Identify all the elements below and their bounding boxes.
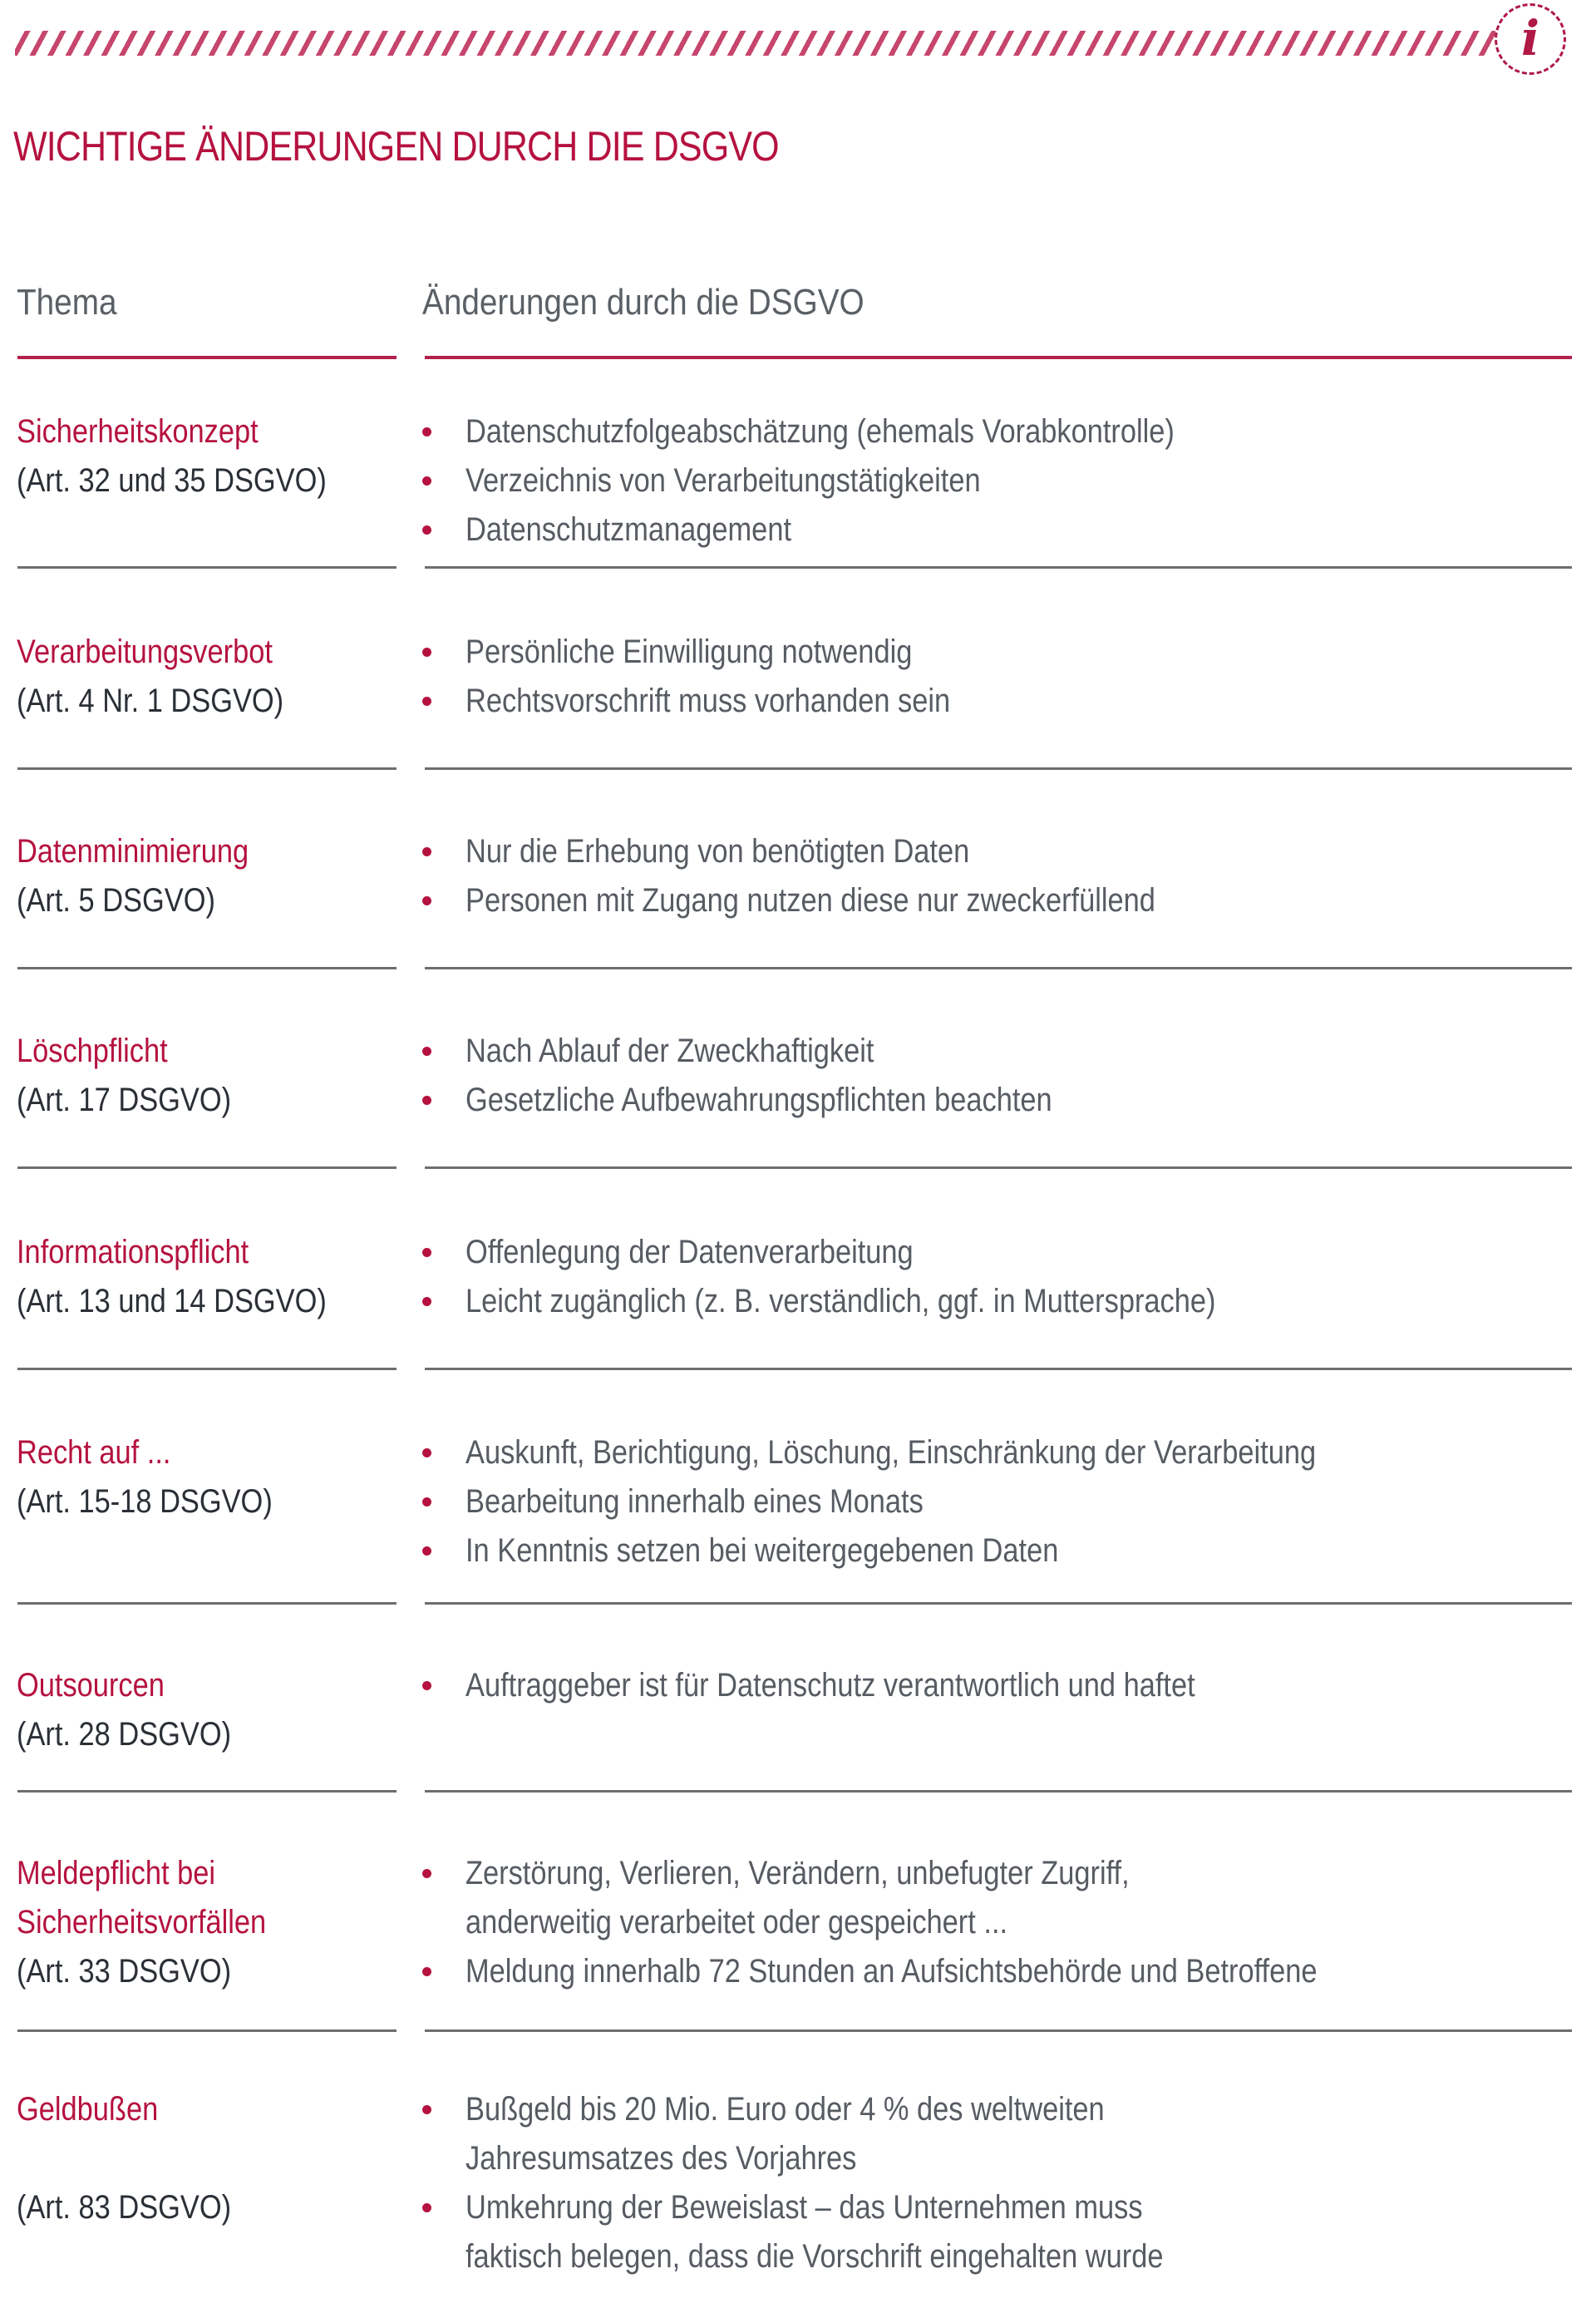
change-item [416,1477,1455,1526]
bullet-icon [422,1497,431,1507]
change-item [416,1027,1148,1076]
topic-name: Informationspflicht [17,1234,249,1270]
change-text-line: Nach Ablauf der Zweckhaftigkeit [466,1033,874,1069]
column-header-thema: Thema [17,282,117,323]
topic-cell [17,2085,352,2232]
change-text-line: Verzeichnis von Verarbeitungstätigkeiten [466,462,981,499]
row-divider [425,1790,1572,1793]
change-item [416,2085,1277,2183]
bullet-icon [422,1297,431,1306]
topic-cell [17,407,352,505]
change-text-line: Meldung innerhalb 72 Stunden an Aufsichtsbehörde und Betroffene [466,1953,1318,1990]
bullet-icon [422,847,431,856]
change-text-line: Personen mit Zugang nutzen diese nur zweckerfüllend [466,882,1155,919]
change-text-line: Bußgeld bis 20 Mio. Euro oder 4 % des weltweiten [466,2091,1105,2128]
change-text [466,2085,1105,2183]
change-text-line: Bearbeitung innerhalb eines Monats [466,1483,924,1520]
change-text-line: anderweitig verarbeitet oder gespeichert ... [466,1904,1008,1940]
bullet-icon [422,2203,431,2212]
change-item [416,827,1268,876]
changes-list [416,407,1290,555]
change-item [416,2183,1277,2281]
row-divider [425,967,1572,969]
change-text [466,2183,1163,2281]
topic-cell [17,827,352,925]
bullet-icon [422,1248,431,1257]
change-item [416,1228,1337,1277]
changes-list [416,827,1268,925]
bullet-icon [422,1096,431,1105]
change-item [416,1277,1337,1326]
info-glyph: i [1520,10,1540,67]
change-item [416,1661,1314,1710]
change-text [466,1428,1316,1477]
bullet-icon [422,1681,431,1690]
change-text-line: Persönliche Einwilligung notwendig [466,634,913,670]
change-text [466,1477,924,1526]
row-divider [425,1368,1572,1370]
article-reference: (Art. 17 DSGVO) [17,1082,232,1118]
topic-cell [17,1661,352,1759]
row-divider [17,1790,397,1793]
change-text-line: Jahresumsatzes des Vorjahres [466,2140,857,2177]
bullet-icon [422,697,431,706]
topic-cell [17,1849,352,1996]
change-text [466,677,950,726]
topic-name: Sicherheitskonzept [17,413,259,450]
hatched-divider-band [15,31,1496,56]
change-item [416,628,1029,677]
change-item [416,876,1268,925]
change-text-line: In Kenntnis setzen bei weitergegebenen Daten [466,1532,1059,1569]
change-text [466,1661,1195,1710]
change-text [466,628,912,677]
row-divider [17,2029,397,2032]
bullet-icon [422,1047,431,1056]
changes-list [416,1661,1314,1710]
change-text [466,827,969,876]
changes-list [416,1428,1455,1576]
spacer [17,2134,352,2183]
article-reference: (Art. 33 DSGVO) [17,1953,232,1990]
change-text-line: Zerstörung, Verlieren, Verändern, unbefugter Zugriff, [466,1855,1130,1891]
row-divider [17,1368,397,1370]
bullet-icon [422,1448,431,1457]
row-divider [425,566,1572,569]
article-reference: (Art. 28 DSGVO) [17,1716,232,1753]
change-item [416,1428,1455,1477]
change-text-line: Gesetzliche Aufbewahrungspflichten beachten [466,1082,1052,1118]
topic-cell [17,1228,352,1326]
change-text [466,1228,914,1277]
row-divider [425,2029,1572,2032]
topic-name: Löschpflicht [17,1033,168,1069]
bullet-icon [422,1967,431,1976]
changes-list [416,1027,1148,1125]
row-divider [17,1166,397,1169]
change-item [416,505,1290,555]
column-header-aenderungen: Änderungen durch die DSGVO [422,282,864,323]
changes-list [416,1228,1337,1326]
change-item [416,1076,1148,1125]
article-reference: (Art. 15-18 DSGVO) [17,1483,273,1520]
change-text-line: Rechtsvorschrift muss vorhanden sein [466,683,951,719]
topic-cell [17,1428,352,1526]
article-reference: (Art. 5 DSGVO) [17,882,215,919]
change-item [416,1526,1455,1576]
row-divider [17,1602,397,1605]
article-reference: (Art. 4 Nr. 1 DSGVO) [17,683,284,719]
change-text [466,1277,1215,1326]
change-text-line: Auskunft, Berichtigung, Löschung, Einschränkung der Verarbeitung [466,1434,1317,1471]
changes-list [416,2085,1277,2281]
change-item [416,1947,1456,1996]
row-divider [17,566,397,569]
topic-name: Outsourcen [17,1667,165,1704]
row-divider [425,1602,1572,1605]
topic-name: Verarbeitungsverbot [17,634,273,670]
change-text-line: Datenschutzfolgeabschätzung (ehemals Vorabkontrolle) [466,413,1175,450]
change-text-line: faktisch belegen, dass die Vorschrift eingehalten wurde [466,2238,1164,2275]
bullet-icon [422,476,431,486]
bullet-icon [422,648,431,657]
change-text-line: Nur die Erhebung von benötigten Daten [466,833,970,870]
change-text-line: Datenschutzmanagement [466,511,792,548]
topic-name: Meldepflicht bei [17,1855,216,1891]
change-text [466,876,1155,925]
change-text [466,1526,1058,1576]
row-divider [425,1166,1572,1169]
article-reference: (Art. 32 und 35 DSGVO) [17,462,327,499]
row-divider [17,967,397,969]
bullet-icon [422,427,431,436]
bullet-icon [422,1546,431,1556]
page-title: WICHTIGE ÄNDERUNGEN DURCH DIE DSGVO [13,123,779,170]
bullet-icon [422,2105,431,2114]
change-text-line: Offenlegung der Datenverarbeitung [466,1234,914,1270]
change-text-line: Auftraggeber ist für Datenschutz verantwortlich und haftet [466,1667,1195,1704]
topic-name: Datenminimierung [17,833,249,870]
topic-name: Recht auf ... [17,1434,171,1471]
change-text [466,1947,1318,1996]
changes-list [416,628,1029,726]
article-reference: (Art. 13 und 14 DSGVO) [17,1283,327,1319]
change-text-line: Leicht zugänglich (z. B. verständlich, ggf. in Muttersprache) [466,1283,1216,1319]
row-divider [425,767,1572,770]
change-text [466,505,791,555]
change-item [416,407,1290,456]
change-item [416,677,1029,726]
bullet-icon [422,1869,431,1878]
change-text [466,1027,874,1076]
change-text [466,1076,1052,1125]
topic-name: Geldbußen [17,2091,159,2128]
change-text [466,1849,1130,1947]
changes-list [416,1849,1456,1996]
bullet-icon [422,525,431,535]
topic-cell [17,1027,352,1125]
bullet-icon [422,896,431,905]
change-item [416,1849,1456,1947]
change-item [416,456,1290,505]
change-text [466,456,981,505]
header-rule-thema [17,356,397,359]
article-reference: (Art. 83 DSGVO) [17,2189,232,2226]
topic-name: Sicherheitsvorfällen [17,1904,267,1940]
info-icon [1495,3,1566,75]
change-text-line: Umkehrung der Beweislast – das Unternehmen muss [466,2189,1143,2226]
change-text [466,407,1175,456]
header-rule-aenderungen [425,356,1572,359]
topic-cell [17,628,352,726]
row-divider [17,767,397,770]
